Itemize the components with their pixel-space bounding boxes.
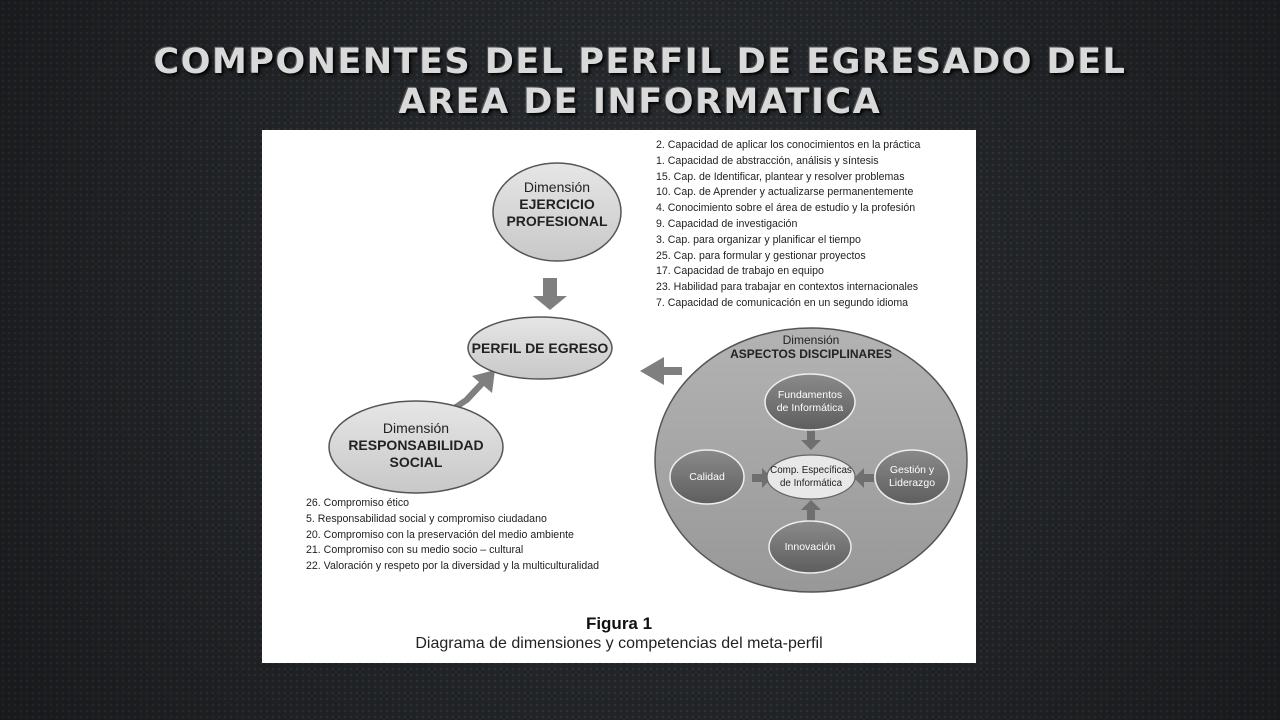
list-item: 4. Conocimiento sobre el área de estudio y la profesión <box>656 202 916 215</box>
calidad-text: Calidad <box>689 471 725 483</box>
calidad-label <box>670 471 744 484</box>
list-item: 2. Capacidad de aplicar los conocimientos en la práctica <box>656 139 921 151</box>
list-item: 17. Capacidad de trabajo en equipo <box>656 265 824 278</box>
gestion-line2: Liderazgo <box>888 477 936 489</box>
arrow-aspectos-to-perfil <box>640 357 682 385</box>
list-item: 15. Cap. de Identificar, plantear y resolver problemas <box>656 170 905 183</box>
gestion-line1: Gestión y <box>889 464 935 476</box>
ejercicio-prefix: Dimensión <box>523 179 591 195</box>
perfil-label <box>468 340 612 357</box>
list-item: 23. Habilidad para trabajar en contextos internacionales <box>656 281 919 294</box>
responsabilidad-name-line1: RESPONSABILIDAD <box>348 437 484 453</box>
list-item: 20. Compromiso con la preservación del medio ambiente <box>306 528 574 541</box>
list-item: 25. Cap. para formular y gestionar proyectos <box>656 249 866 262</box>
figure-caption-text: Diagrama de dimensiones y competencias del meta-perfil <box>415 635 823 652</box>
center-line1: Comp. Específicas <box>770 465 852 476</box>
aspectos-prefix: Dimensión <box>782 333 840 347</box>
fundamentos-line1: Fundamentos <box>777 389 843 401</box>
responsabilidad-name-line2: SOCIAL <box>389 454 443 470</box>
social-competencias-list <box>306 496 599 575</box>
center-line2: de Informática <box>779 478 843 489</box>
ejercicio-competencias-list <box>656 138 920 312</box>
ejercicio-name-line2: PROFESIONAL <box>506 213 608 229</box>
arrow-ejercicio-to-perfil <box>533 278 567 310</box>
list-item: 9. Capacidad de investigación <box>656 217 798 230</box>
list-item: 10. Cap. de Aprender y actualizarse permanentemente <box>656 186 914 199</box>
aspectos-name: ASPECTOS DISCIPLINARES <box>730 347 892 361</box>
list-item: 22. Valoración y respeto por la diversidad y la multiculturalidad <box>306 560 600 573</box>
aspectos-label <box>711 333 911 361</box>
list-item: 7. Capacidad de comunicación en un segundo idioma <box>656 296 909 309</box>
innovacion-text: Innovación <box>784 541 836 553</box>
fundamentos-line2: de Informática <box>776 402 844 414</box>
slide-title: COMPONENTES DEL PERFIL DE EGRESADO DEL AREA DE INFORMATICA <box>153 42 1127 122</box>
list-item: 1. Capacidad de abstracción, análisis y síntesis <box>656 154 879 167</box>
list-item: 5. Responsabilidad social y compromiso ciudadano <box>306 512 547 525</box>
list-item: 21. Compromiso con su medio socio – cultural <box>306 544 524 557</box>
diagram-figure <box>262 130 976 663</box>
figure-caption-title: Figura 1 <box>585 614 653 633</box>
responsabilidad-label <box>336 420 496 471</box>
list-item: 26. Compromiso ético <box>306 497 410 509</box>
ejercicio-label <box>497 179 617 230</box>
responsabilidad-prefix: Dimensión <box>382 420 450 436</box>
list-item: 3. Cap. para organizar y planificar el tiempo <box>656 233 861 246</box>
fundamentos-label <box>765 389 855 415</box>
gestion-label <box>875 464 949 490</box>
ejercicio-name-line1: EJERCICIO <box>519 196 595 212</box>
center-label <box>767 464 855 490</box>
perfil-text: PERFIL DE EGRESO <box>471 340 609 356</box>
innovacion-label <box>769 541 851 554</box>
arrow-responsabilidad-to-perfil <box>452 370 495 410</box>
